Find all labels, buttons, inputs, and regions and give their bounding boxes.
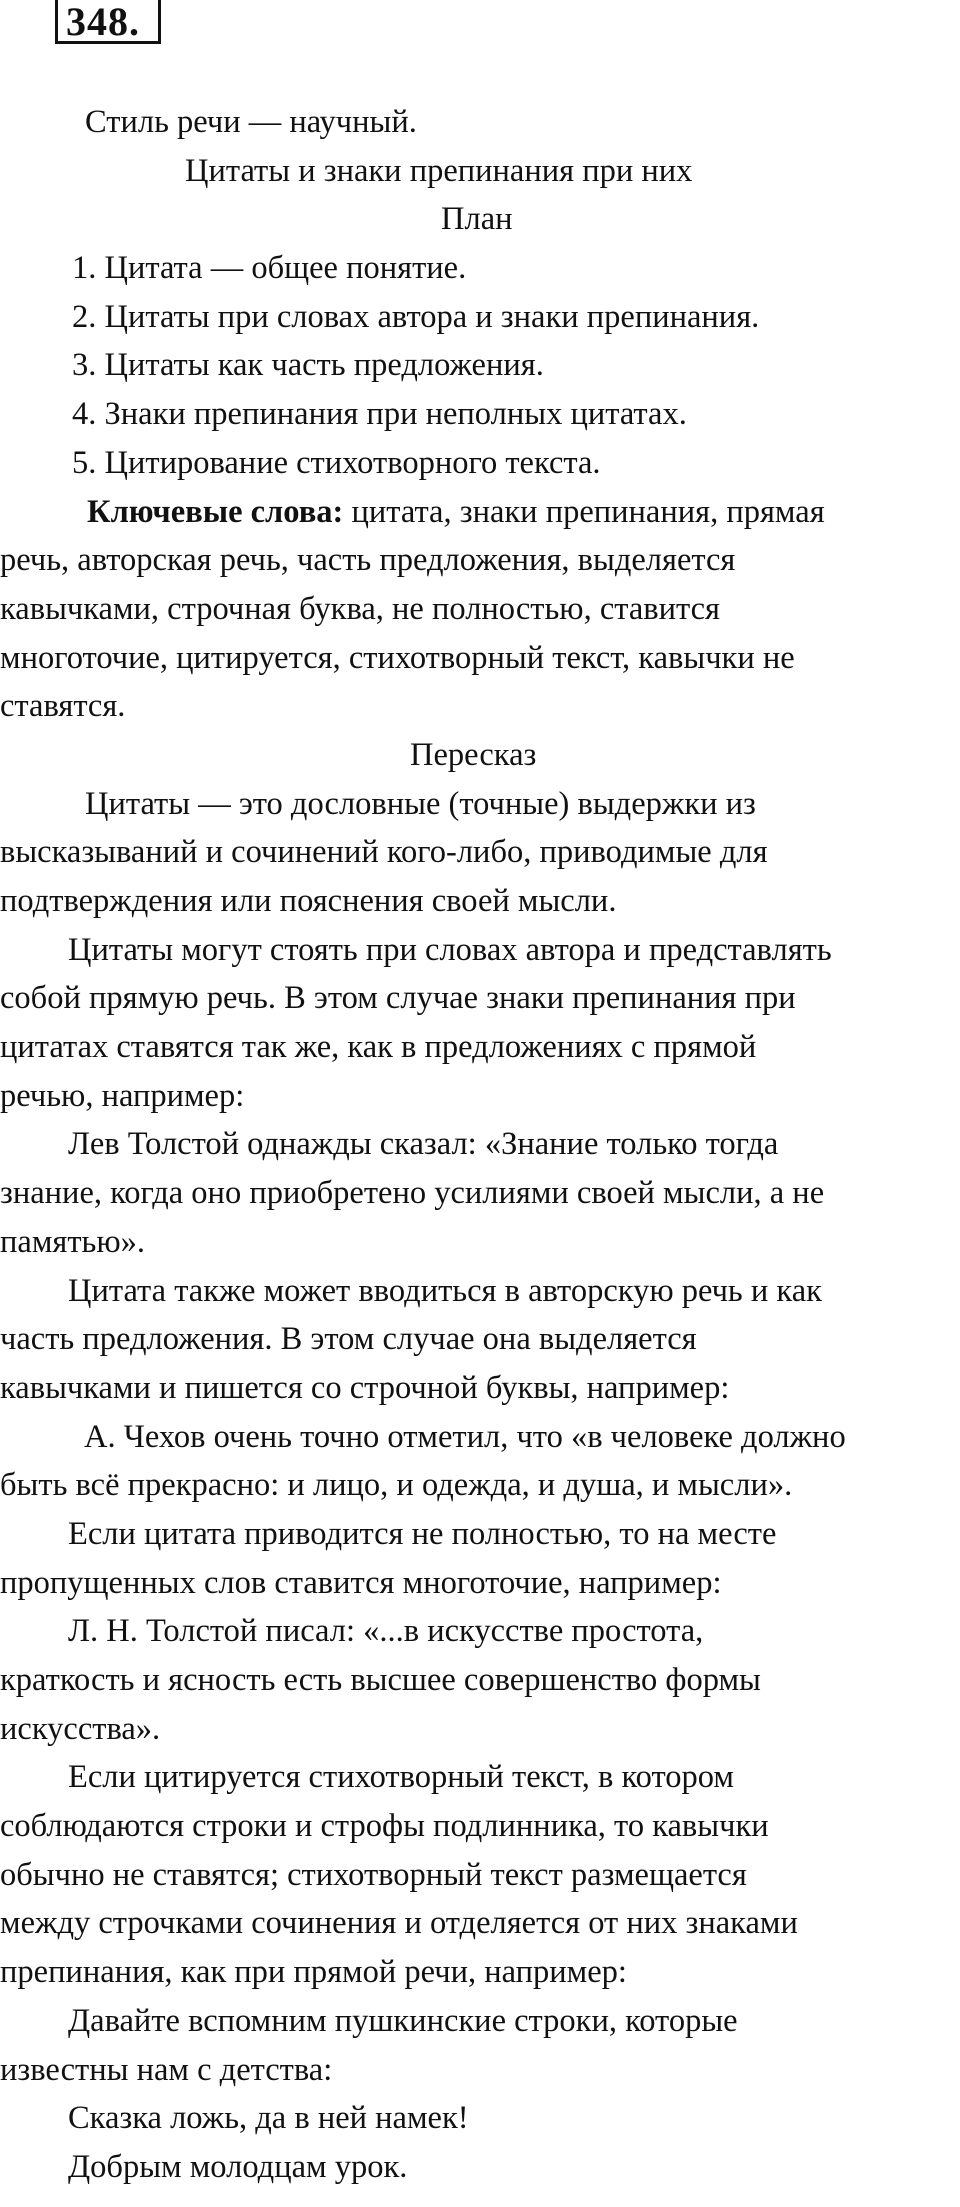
body-line: знание, когда оно приобретено усилиями своей мысли, а не xyxy=(0,1175,825,1212)
style-line: Стиль речи — научный. xyxy=(85,104,417,140)
plan-item: 4. Знаки препинания при неполных цитатах. xyxy=(72,396,687,433)
keywords-line: речь, авторская речь, часть предложения, выделяется xyxy=(0,542,736,579)
body-line: речью, например: xyxy=(0,1077,245,1114)
body-line: памятью». xyxy=(0,1223,146,1260)
keywords-text: цитата, знаки препинания, прямая xyxy=(343,493,825,530)
body-line: А. Чехов очень точно отметил, что «в человеке должно xyxy=(84,1418,846,1455)
poem-line: Добрым молодцам урок. xyxy=(68,2148,408,2185)
keywords-label: Ключевые слова: xyxy=(87,493,344,530)
body-line: высказываний и сочинений кого-либо, приводимые для xyxy=(0,834,768,871)
body-line: Давайте вспомним пушкинские строки, которые xyxy=(68,2002,738,2039)
body-line: Лев Толстой однажды сказал: «Знание только тогда xyxy=(68,1126,779,1163)
body-line: краткость и ясность есть высшее совершенство формы xyxy=(0,1662,761,1698)
body-line: Цитаты — это дословные (точные) выдержки из xyxy=(85,785,756,822)
body-line: искусства». xyxy=(0,1710,161,1747)
body-line: быть всё прекрасно: и лицо, и одежда, и душа, и мысли». xyxy=(0,1467,793,1504)
retelling-title: Пересказ xyxy=(410,736,537,773)
keywords-paragraph-line xyxy=(0,488,960,537)
body-line: соблюдаются строки и строфы подлинника, то кавычки xyxy=(0,1808,769,1845)
plan-item: 1. Цитата — общее понятие. xyxy=(72,250,467,287)
body-line: Цитаты могут стоять при словах автора и представлять xyxy=(68,931,832,968)
plan-item: 3. Цитаты как часть предложения. xyxy=(72,347,544,384)
body-line: препинания, как при прямой речи, например: xyxy=(0,1954,627,1991)
body-line: между строчками сочинения и отделяется от них знаками xyxy=(0,1905,798,1942)
body-line: кавычками и пишется со строчной буквы, например: xyxy=(0,1369,730,1406)
plan-item: 2. Цитаты при словах автора и знаки препинания. xyxy=(72,298,760,335)
body-line: собой прямую речь. В этом случае знаки препинания при xyxy=(0,980,796,1017)
keywords-line: многоточие, цитируется, стихотворный текст, кавычки не xyxy=(0,639,795,676)
body-line: цитатах ставятся так же, как в предложениях с прямой xyxy=(0,1029,757,1066)
body-line: обычно не ставятся; стихотворный текст размещается xyxy=(0,1856,747,1893)
body-line: часть предложения. В этом случае она выделяется xyxy=(0,1321,697,1358)
body-line: пропущенных слов ставится многоточие, например: xyxy=(0,1564,722,1601)
body-line: известны нам с детства: xyxy=(0,2051,333,2088)
body-line: подтверждения или пояснения своей мысли. xyxy=(0,883,617,919)
plan-title: План xyxy=(441,201,513,238)
body-line: Если цитируется стихотворный текст, в котором xyxy=(68,1759,734,1796)
document-text xyxy=(0,98,960,2192)
body-line: Л. Н. Толстой писал: «...в искусстве простота, xyxy=(68,1613,704,1650)
exercise-number: 348. xyxy=(55,0,161,44)
poem-line: Сказка ложь, да в ней намек! xyxy=(68,2100,469,2137)
body-line: Цитата также может вводиться в авторскую речь и как xyxy=(68,1272,822,1309)
topic-title: Цитаты и знаки препинания при них xyxy=(185,152,693,189)
body-line: Если цитата приводится не полностью, то на месте xyxy=(68,1515,777,1552)
keywords-line: кавычками, строчная буква, не полностью, ставится xyxy=(0,590,720,627)
plan-item: 5. Цитирование стихотворного текста. xyxy=(72,444,601,481)
keywords-line: ставятся. xyxy=(0,688,126,725)
